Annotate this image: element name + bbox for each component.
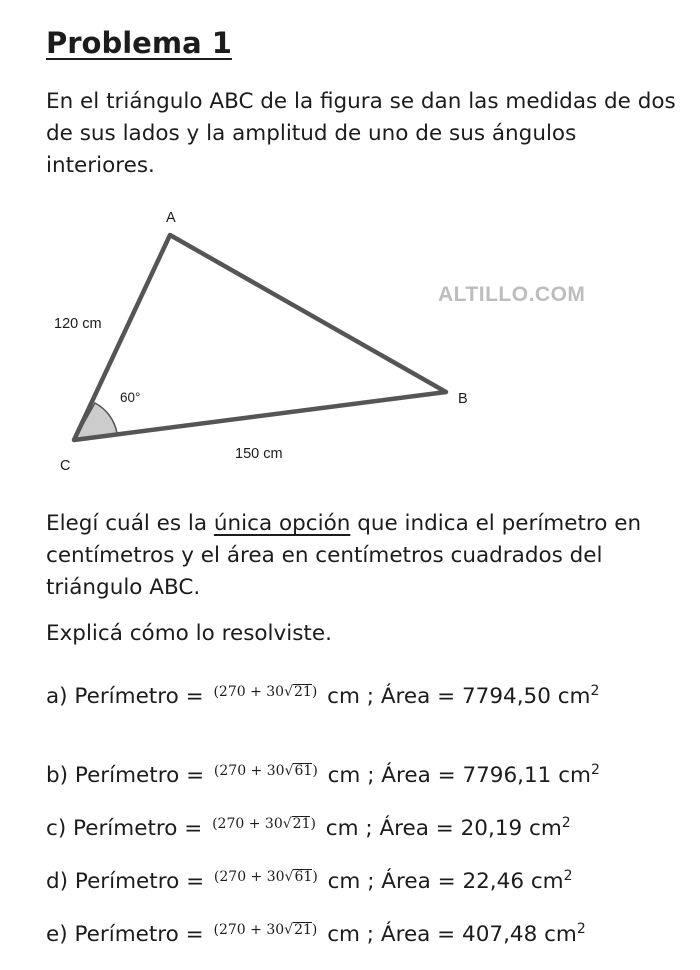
explain-instruction: Explicá cómo lo resolviste. xyxy=(46,621,332,646)
question-text-end: que indica el perímetro en centímetros y el área en centímetros cuadrados del triángulo ABC. xyxy=(46,511,642,600)
question-paragraph xyxy=(46,508,696,604)
option-area: cm ; Área = 407,48 cm xyxy=(320,922,577,948)
perimeter-expression: (270 + 30√21) xyxy=(213,684,318,701)
vertex-c-label: C xyxy=(60,458,71,474)
option-area: cm ; Área = 7794,50 cm xyxy=(320,684,591,710)
side-ac-label: 120 cm xyxy=(54,316,102,332)
unit-exponent: 2 xyxy=(590,762,600,778)
perimeter-expression: (270 + 30√61) xyxy=(213,763,318,780)
triangle-abc xyxy=(74,235,446,440)
unit-exponent: 2 xyxy=(590,683,600,699)
side-cb-label: 150 cm xyxy=(235,446,283,462)
unit-exponent: 2 xyxy=(561,815,571,831)
unit-exponent: 2 xyxy=(563,868,573,884)
option-prefix: e) Perímetro = xyxy=(46,922,211,948)
option-d xyxy=(46,868,573,894)
option-prefix: a) Perímetro = xyxy=(46,684,211,710)
triangle-figure xyxy=(0,0,700,480)
perimeter-expression: (270 + 30√21) xyxy=(213,922,318,939)
vertex-b-label: B xyxy=(458,391,468,407)
option-prefix: b) Perímetro = xyxy=(46,763,211,789)
question-emphasis: única opción xyxy=(213,511,351,536)
option-area: cm ; Área = 22,46 cm xyxy=(320,869,564,895)
option-b xyxy=(46,762,600,788)
angle-c-label: 60° xyxy=(120,390,141,405)
perimeter-expression: (270 + 30√61) xyxy=(213,869,318,886)
question-text-start: Elegí cuál es la xyxy=(46,511,214,536)
option-area: cm ; Área = 7796,11 cm xyxy=(320,763,591,789)
option-c xyxy=(46,815,571,841)
intro-paragraph: En el triángulo ABC de la figura se dan las medidas de dos de sus lados y la amplitud de uno de sus ángulos interiores. xyxy=(46,89,676,178)
option-prefix: d) Perímetro = xyxy=(46,869,211,895)
problem-title: Problema 1 xyxy=(46,26,232,60)
perimeter-expression: (270 + 30√21) xyxy=(212,816,316,833)
option-prefix: c) Perímetro = xyxy=(46,816,210,842)
option-area: cm ; Área = 20,19 cm xyxy=(318,816,562,842)
option-a xyxy=(46,683,599,709)
option-e xyxy=(46,921,586,947)
watermark: ALTILLO.COM xyxy=(438,283,586,306)
unit-exponent: 2 xyxy=(576,921,586,937)
vertex-a-label: A xyxy=(166,210,176,226)
